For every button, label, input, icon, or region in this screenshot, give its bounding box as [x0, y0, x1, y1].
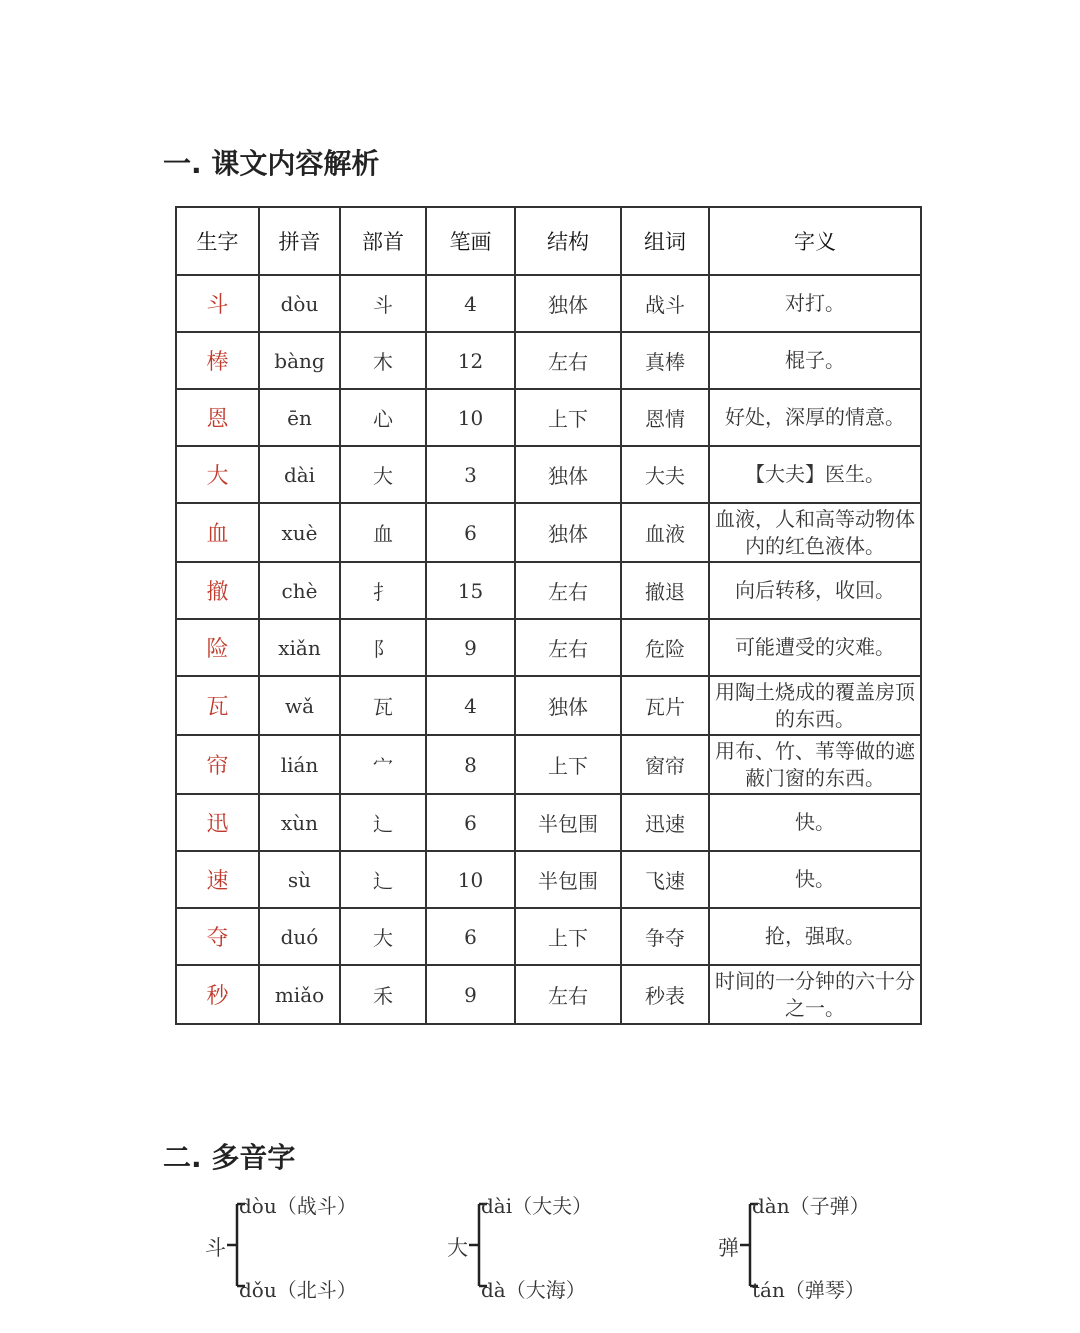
table-row [176, 619, 921, 676]
cell-structure: 独体 [515, 503, 621, 562]
cell-meaning: 用布、竹、苇等做的遮蔽门窗的东西。 [709, 735, 921, 794]
cell-radical: 辶 [340, 794, 426, 851]
cell-structure: 左右 [515, 332, 621, 389]
cell-word: 秒表 [621, 965, 709, 1024]
cell-structure: 左右 [515, 562, 621, 619]
cell-word: 撤退 [621, 562, 709, 619]
cell-meaning: 血液，人和高等动物体内的红色液体。 [709, 503, 921, 562]
table-row [176, 735, 921, 794]
cell-meaning: 棍子。 [709, 332, 921, 389]
cell-meaning: 快。 [709, 851, 921, 908]
cell-strokes: 10 [426, 389, 515, 446]
cell-meaning: 抢，强取。 [709, 908, 921, 965]
cell-word: 瓦片 [621, 676, 709, 735]
cell-radical: 斗 [340, 275, 426, 332]
cell-char: 迅 [176, 794, 259, 851]
cell-pinyin: xiǎn [259, 619, 340, 676]
cell-meaning: 快。 [709, 794, 921, 851]
cell-meaning: 对打。 [709, 275, 921, 332]
cell-radical: 阝 [340, 619, 426, 676]
cell-strokes: 12 [426, 332, 515, 389]
cell-char: 大 [176, 446, 259, 503]
cell-pinyin: miǎo [259, 965, 340, 1024]
cell-structure: 独体 [515, 446, 621, 503]
polyphone-reading: dà（大海） [481, 1278, 586, 1302]
cell-strokes: 9 [426, 965, 515, 1024]
polyphone-char: 大 [447, 1236, 468, 1260]
cell-char: 险 [176, 619, 259, 676]
header-radical: 部首 [340, 207, 426, 275]
cell-structure: 半包围 [515, 794, 621, 851]
cell-meaning: 好处，深厚的情意。 [709, 389, 921, 446]
cell-char: 撤 [176, 562, 259, 619]
cell-char: 恩 [176, 389, 259, 446]
header-word: 组词 [621, 207, 709, 275]
header-strokes: 笔画 [426, 207, 515, 275]
cell-strokes: 3 [426, 446, 515, 503]
polyphone-reading: dài（大夫） [481, 1194, 593, 1218]
polyphone-reading: dòu（战斗） [239, 1194, 357, 1218]
character-table [175, 206, 922, 1025]
cell-strokes: 4 [426, 676, 515, 735]
section-title-analysis: 一. 课文内容解析 [163, 147, 380, 180]
polyphone-group [205, 1190, 425, 1302]
polyphone-reading: dǒu（北斗） [239, 1278, 357, 1302]
polyphone-reading: tán（弹琴） [752, 1278, 865, 1302]
cell-char: 速 [176, 851, 259, 908]
cell-strokes: 6 [426, 794, 515, 851]
section-title-polyphones: 二. 多音字 [163, 1141, 296, 1174]
cell-pinyin: duó [259, 908, 340, 965]
cell-meaning: 可能遭受的灾难。 [709, 619, 921, 676]
table-row [176, 851, 921, 908]
cell-pinyin: ēn [259, 389, 340, 446]
table-row [176, 389, 921, 446]
cell-structure: 上下 [515, 908, 621, 965]
cell-pinyin: dài [259, 446, 340, 503]
cell-structure: 独体 [515, 275, 621, 332]
cell-structure: 上下 [515, 735, 621, 794]
cell-pinyin: sù [259, 851, 340, 908]
cell-pinyin: dòu [259, 275, 340, 332]
cell-meaning: 时间的一分钟的六十分之一。 [709, 965, 921, 1024]
header-char: 生字 [176, 207, 259, 275]
cell-strokes: 15 [426, 562, 515, 619]
cell-word: 真棒 [621, 332, 709, 389]
table-row [176, 446, 921, 503]
cell-strokes: 10 [426, 851, 515, 908]
table-row [176, 332, 921, 389]
cell-radical: 血 [340, 503, 426, 562]
cell-radical: 瓦 [340, 676, 426, 735]
cell-word: 窗帘 [621, 735, 709, 794]
cell-char: 棒 [176, 332, 259, 389]
polyphone-char: 斗 [205, 1236, 226, 1260]
cell-pinyin: wǎ [259, 676, 340, 735]
header-pinyin: 拼音 [259, 207, 340, 275]
cell-strokes: 4 [426, 275, 515, 332]
cell-word: 恩情 [621, 389, 709, 446]
cell-word: 争夺 [621, 908, 709, 965]
table-row [176, 562, 921, 619]
cell-word: 战斗 [621, 275, 709, 332]
cell-word: 血液 [621, 503, 709, 562]
polyphone-reading: dàn（子弹） [752, 1194, 870, 1218]
cell-word: 飞速 [621, 851, 709, 908]
cell-radical: 大 [340, 908, 426, 965]
header-structure: 结构 [515, 207, 621, 275]
cell-radical: 禾 [340, 965, 426, 1024]
cell-word: 危险 [621, 619, 709, 676]
cell-structure: 独体 [515, 676, 621, 735]
polyphone-char: 弹 [718, 1236, 739, 1260]
cell-meaning: 【大夫】医生。 [709, 446, 921, 503]
cell-char: 瓦 [176, 676, 259, 735]
cell-structure: 左右 [515, 619, 621, 676]
cell-pinyin: xùn [259, 794, 340, 851]
cell-word: 大夫 [621, 446, 709, 503]
table-row [176, 676, 921, 735]
cell-pinyin: bàng [259, 332, 340, 389]
cell-strokes: 6 [426, 503, 515, 562]
cell-structure: 左右 [515, 965, 621, 1024]
cell-char: 帘 [176, 735, 259, 794]
cell-radical: 扌 [340, 562, 426, 619]
cell-radical: 宀 [340, 735, 426, 794]
table-header-row [176, 207, 921, 275]
cell-meaning: 向后转移，收回。 [709, 562, 921, 619]
cell-char: 秒 [176, 965, 259, 1024]
table-row [176, 908, 921, 965]
cell-strokes: 6 [426, 908, 515, 965]
cell-structure: 上下 [515, 389, 621, 446]
table-row [176, 503, 921, 562]
cell-word: 迅速 [621, 794, 709, 851]
cell-radical: 大 [340, 446, 426, 503]
cell-meaning: 用陶土烧成的覆盖房顶的东西。 [709, 676, 921, 735]
polyphone-group [447, 1190, 667, 1302]
header-meaning: 字义 [709, 207, 921, 275]
table-row [176, 794, 921, 851]
cell-strokes: 8 [426, 735, 515, 794]
cell-radical: 心 [340, 389, 426, 446]
cell-radical: 辶 [340, 851, 426, 908]
polyphone-group [718, 1190, 938, 1302]
cell-strokes: 9 [426, 619, 515, 676]
cell-pinyin: lián [259, 735, 340, 794]
cell-structure: 半包围 [515, 851, 621, 908]
table-row [176, 275, 921, 332]
cell-radical: 木 [340, 332, 426, 389]
table-row [176, 965, 921, 1024]
cell-char: 夺 [176, 908, 259, 965]
cell-char: 斗 [176, 275, 259, 332]
cell-pinyin: chè [259, 562, 340, 619]
cell-pinyin: xuè [259, 503, 340, 562]
cell-char: 血 [176, 503, 259, 562]
